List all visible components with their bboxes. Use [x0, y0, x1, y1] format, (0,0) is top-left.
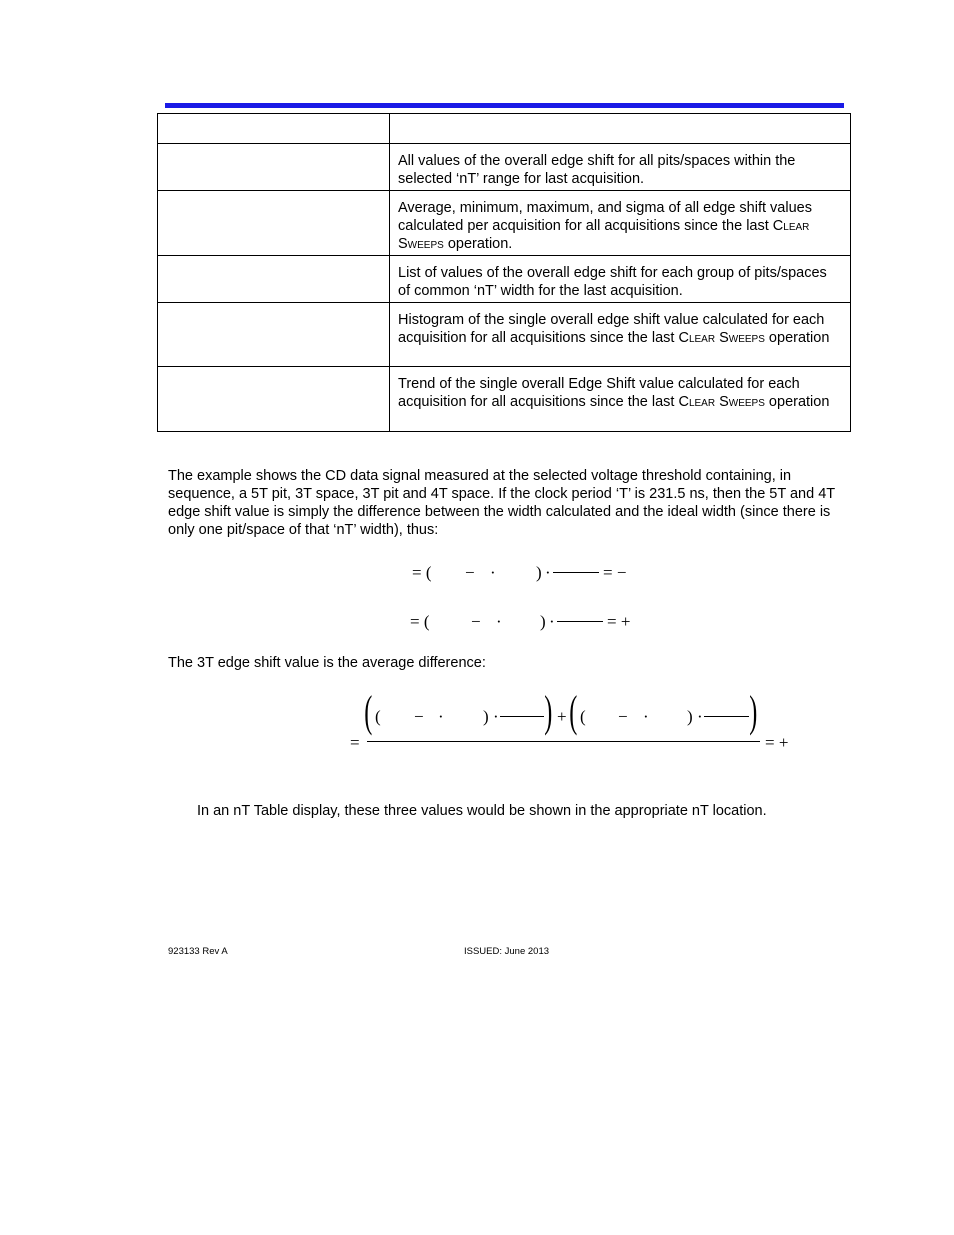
- description-text: List of values of the overall edge shift for each group of pits/spaces of common ‘nT’ width for the last acquisition.: [398, 265, 827, 299]
- row-name-cell: [158, 144, 390, 191]
- row-description-cell: [390, 256, 851, 303]
- row-description-cell: [390, 144, 851, 191]
- table-row: [158, 114, 851, 144]
- row-name-cell: [158, 191, 390, 256]
- big-paren-open: (: [569, 687, 578, 736]
- row-name-cell: [158, 367, 390, 432]
- intro-paragraph: The example shows the CD data signal measured at the selected voltage threshold containing, in sequence, a 5T pit, 3T space, 3T pit and 4T space. If the clock period ‘T’ is 231.5 ns, then the 5T and 4T edge shift value is simply the difference between the width calculated and the ideal width (since there is only one pit/space of that ‘nT’ width), thus:: [168, 468, 835, 538]
- big-paren-open: (: [364, 687, 373, 736]
- fraction-line: [553, 572, 599, 573]
- description-table: [157, 113, 851, 432]
- table-row: [158, 367, 851, 432]
- fraction-line: [704, 716, 749, 717]
- description-text: Trend of the single overall Edge Shift value calculated for each acquisition for all acquisitions since the last: [398, 376, 800, 410]
- fraction-line: [557, 621, 603, 622]
- command-name: Clear Sweeps: [398, 218, 810, 252]
- row-name-cell: [158, 303, 390, 367]
- row-name-cell: [158, 256, 390, 303]
- main-fraction-line: [367, 741, 760, 742]
- row-name-cell: [158, 114, 390, 144]
- description-text: operation.: [443, 236, 513, 252]
- table-row: [158, 144, 851, 191]
- average-note: The 3T edge shift value is the average difference:: [168, 655, 486, 671]
- command-name: Clear Sweeps: [678, 394, 765, 410]
- description-text: Average, minimum, maximum, and sigma of all edge shift values calculated per acquisition for all acquisitions since the last: [398, 200, 812, 234]
- table-row: [158, 256, 851, 303]
- header-rule: [165, 103, 844, 108]
- big-paren-close: ): [544, 687, 553, 736]
- row-description-cell: [390, 114, 851, 144]
- description-text: operation: [764, 394, 830, 410]
- description-text: operation: [764, 330, 830, 346]
- doc-number: 923133 Rev A: [168, 946, 228, 957]
- command-name: Clear Sweeps: [678, 330, 765, 346]
- row-description-cell: [390, 367, 851, 432]
- closing-paragraph: In an nT Table display, these three values would be shown in the appropriate nT location.: [197, 803, 767, 819]
- table-row: [158, 303, 851, 367]
- fraction-line: [500, 716, 544, 717]
- row-description-cell: [390, 303, 851, 367]
- row-description-cell: [390, 191, 851, 256]
- big-paren-close: ): [749, 687, 758, 736]
- description-text: Histogram of the single overall edge shift value calculated for each acquisition for all acquisitions since the last: [398, 312, 825, 346]
- issued-date: ISSUED: June 2013: [464, 946, 550, 957]
- description-text: All values of the overall edge shift for all pits/spaces within the selected ‘nT’ range for last acquisition.: [398, 153, 796, 187]
- table-row: [158, 191, 851, 256]
